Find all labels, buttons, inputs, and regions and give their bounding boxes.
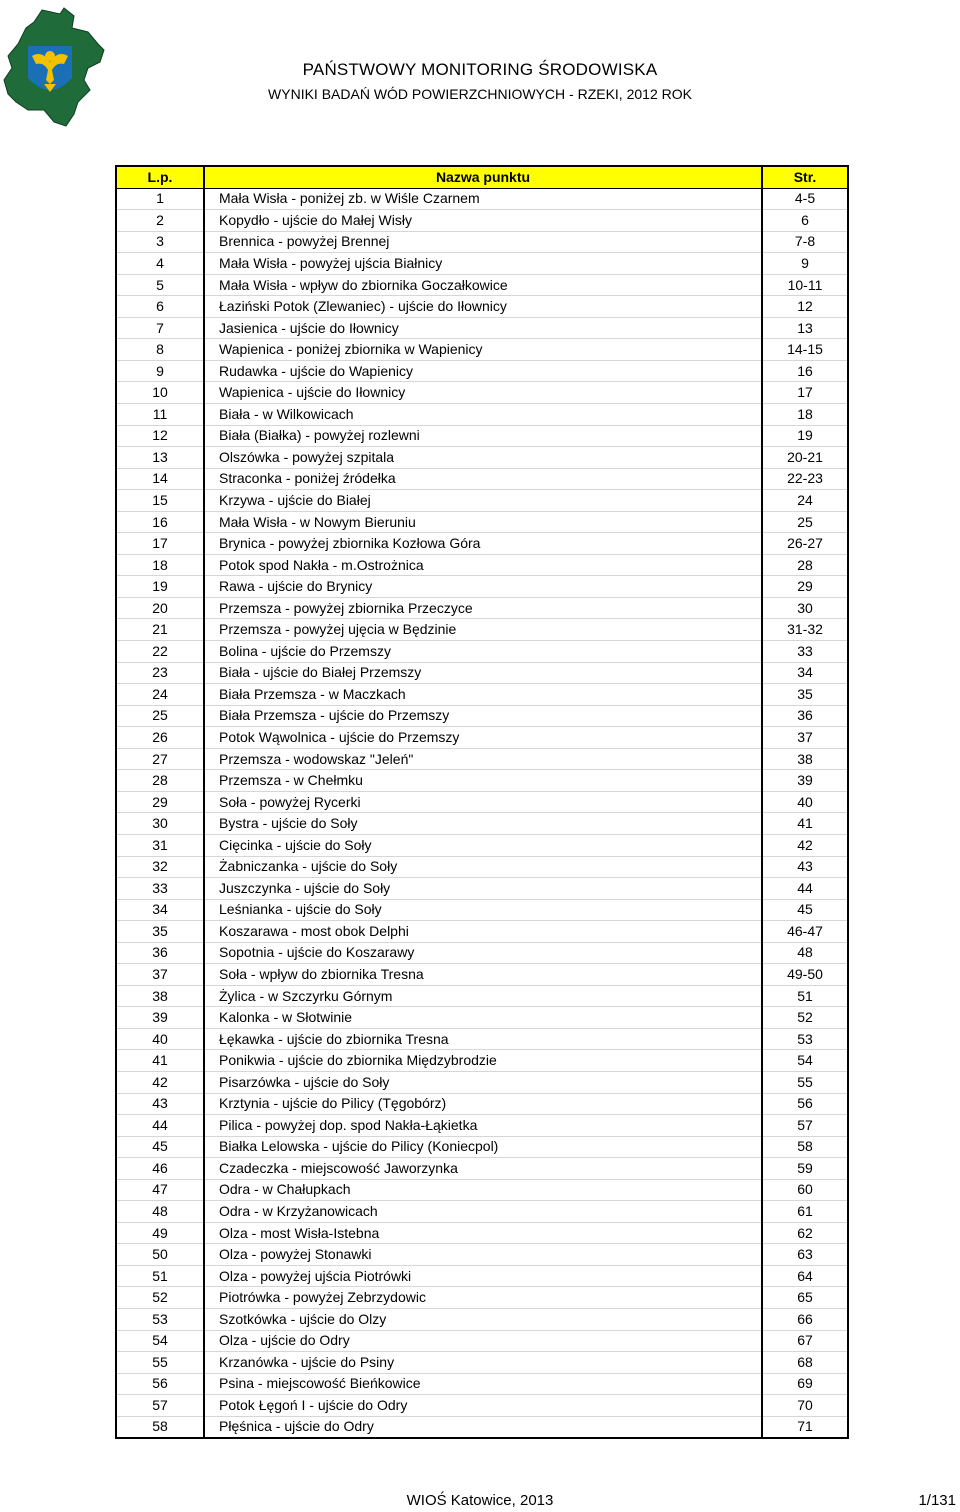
row-number: 45 <box>116 1136 204 1158</box>
table-row <box>116 770 848 792</box>
point-name: Biała - ujście do Białej Przemszy <box>204 662 762 684</box>
table-row <box>116 339 848 361</box>
point-name: Krzywa - ujście do Białej <box>204 490 762 512</box>
point-name: Potok spod Nakła - m.Ostrożnica <box>204 554 762 576</box>
page-ref: 43 <box>762 856 848 878</box>
point-name: Przemsza - powyżej ujęcia w Będzinie <box>204 619 762 641</box>
row-number: 4 <box>116 253 204 275</box>
page-ref: 25 <box>762 511 848 533</box>
row-number: 17 <box>116 533 204 555</box>
row-number: 47 <box>116 1179 204 1201</box>
row-number: 15 <box>116 490 204 512</box>
table-row <box>116 1050 848 1072</box>
point-name: Mała Wisła - powyżej ujścia Białnicy <box>204 253 762 275</box>
row-number: 43 <box>116 1093 204 1115</box>
row-number: 26 <box>116 727 204 749</box>
page-ref: 60 <box>762 1179 848 1201</box>
point-name: Cięcinka - ujście do Soły <box>204 834 762 856</box>
row-number: 56 <box>116 1373 204 1395</box>
row-number: 31 <box>116 834 204 856</box>
row-number: 11 <box>116 404 204 426</box>
row-number: 46 <box>116 1158 204 1180</box>
table-row <box>116 296 848 318</box>
point-name: Łękawka - ujście do zbiornika Tresna <box>204 1028 762 1050</box>
page-ref: 26-27 <box>762 533 848 555</box>
row-number: 41 <box>116 1050 204 1072</box>
table-row <box>116 1352 848 1374</box>
point-name: Rawa - ujście do Brynicy <box>204 576 762 598</box>
page-ref: 52 <box>762 1007 848 1029</box>
point-name: Biała (Białka) - powyżej rozlewni <box>204 425 762 447</box>
table-row <box>116 942 848 964</box>
page-ref: 41 <box>762 813 848 835</box>
point-name: Potok Wąwolnica - ujście do Przemszy <box>204 727 762 749</box>
table-row <box>116 1244 848 1266</box>
page-ref: 38 <box>762 748 848 770</box>
table-row <box>116 274 848 296</box>
page-ref: 53 <box>762 1028 848 1050</box>
page-ref: 70 <box>762 1395 848 1417</box>
row-number: 3 <box>116 231 204 253</box>
point-name: Mała Wisła - poniżej zb. w Wiśle Czarnem <box>204 188 762 210</box>
point-name: Białka Lelowska - ujście do Pilicy (Koniecpol) <box>204 1136 762 1158</box>
table-row <box>116 1028 848 1050</box>
page-ref: 48 <box>762 942 848 964</box>
page-ref: 13 <box>762 317 848 339</box>
table-row <box>116 985 848 1007</box>
table-row <box>116 1158 848 1180</box>
table-body <box>116 188 848 1438</box>
table-row <box>116 899 848 921</box>
column-header-lp: L.p. <box>116 166 204 188</box>
row-number: 37 <box>116 964 204 986</box>
table-row <box>116 1071 848 1093</box>
table-row <box>116 1179 848 1201</box>
point-name: Biała Przemsza - ujście do Przemszy <box>204 705 762 727</box>
page-ref: 69 <box>762 1373 848 1395</box>
table-row <box>116 1308 848 1330</box>
table-row <box>116 856 848 878</box>
row-number: 5 <box>116 274 204 296</box>
page-ref: 28 <box>762 554 848 576</box>
page-ref: 68 <box>762 1352 848 1374</box>
table-row <box>116 210 848 232</box>
point-name: Żabniczanka - ujście do Soły <box>204 856 762 878</box>
page-ref: 51 <box>762 985 848 1007</box>
row-number: 2 <box>116 210 204 232</box>
page-ref: 17 <box>762 382 848 404</box>
point-name: Kopydło - ujście do Małej Wisły <box>204 210 762 232</box>
page-ref: 54 <box>762 1050 848 1072</box>
table-row <box>116 447 848 469</box>
table-header-row <box>116 166 848 188</box>
table-row <box>116 188 848 210</box>
point-name: Sopotnia - ujście do Koszarawy <box>204 942 762 964</box>
page-ref: 42 <box>762 834 848 856</box>
point-name: Jasienica - ujście do Iłownicy <box>204 317 762 339</box>
point-name: Odra - w Chałupkach <box>204 1179 762 1201</box>
point-name: Soła - wpływ do zbiornika Tresna <box>204 964 762 986</box>
point-name: Juszczynka - ujście do Soły <box>204 878 762 900</box>
page-ref: 34 <box>762 662 848 684</box>
row-number: 6 <box>116 296 204 318</box>
table-row <box>116 791 848 813</box>
page-ref: 20-21 <box>762 447 848 469</box>
point-name: Żylica - w Szczyrku Górnym <box>204 985 762 1007</box>
point-name: Piotrówka - powyżej Zebrzydowic <box>204 1287 762 1309</box>
page-ref: 55 <box>762 1071 848 1093</box>
table-row <box>116 253 848 275</box>
row-number: 20 <box>116 597 204 619</box>
page-ref: 64 <box>762 1265 848 1287</box>
row-number: 25 <box>116 705 204 727</box>
table-row <box>116 964 848 986</box>
row-number: 34 <box>116 899 204 921</box>
table-row <box>116 619 848 641</box>
table-row <box>116 511 848 533</box>
row-number: 23 <box>116 662 204 684</box>
row-number: 33 <box>116 878 204 900</box>
point-name: Olszówka - powyżej szpitala <box>204 447 762 469</box>
table-row <box>116 1136 848 1158</box>
table-row <box>116 684 848 706</box>
table-row <box>116 317 848 339</box>
page-ref: 6 <box>762 210 848 232</box>
table-row <box>116 748 848 770</box>
point-name: Odra - w Krzyżanowicach <box>204 1201 762 1223</box>
page-ref: 10-11 <box>762 274 848 296</box>
row-number: 29 <box>116 791 204 813</box>
point-name: Rudawka - ujście do Wapienicy <box>204 360 762 382</box>
row-number: 7 <box>116 317 204 339</box>
table-row <box>116 1265 848 1287</box>
row-number: 58 <box>116 1416 204 1438</box>
page-ref: 19 <box>762 425 848 447</box>
page-ref: 65 <box>762 1287 848 1309</box>
point-name: Szotkówka - ujście do Olzy <box>204 1308 762 1330</box>
page-ref: 62 <box>762 1222 848 1244</box>
row-number: 55 <box>116 1352 204 1374</box>
page-ref: 12 <box>762 296 848 318</box>
point-name: Wapienica - poniżej zbiornika w Wapienicy <box>204 339 762 361</box>
point-name: Brynica - powyżej zbiornika Kozłowa Góra <box>204 533 762 555</box>
table-row <box>116 878 848 900</box>
table-row <box>116 1395 848 1417</box>
table-row <box>116 576 848 598</box>
point-name: Wapienica - ujście do Iłownicy <box>204 382 762 404</box>
row-number: 12 <box>116 425 204 447</box>
row-number: 22 <box>116 641 204 663</box>
page-ref: 7-8 <box>762 231 848 253</box>
table-row <box>116 1093 848 1115</box>
page-ref: 66 <box>762 1308 848 1330</box>
table-row <box>116 1115 848 1137</box>
page-ref: 56 <box>762 1093 848 1115</box>
row-number: 1 <box>116 188 204 210</box>
point-name: Łaziński Potok (Zlewaniec) - ujście do Iłownicy <box>204 296 762 318</box>
footer-organization: WIOŚ Katowice, 2013 <box>406 1492 554 1509</box>
row-number: 28 <box>116 770 204 792</box>
row-number: 50 <box>116 1244 204 1266</box>
row-number: 42 <box>116 1071 204 1093</box>
column-header-name: Nazwa punktu <box>204 166 762 188</box>
table-row <box>116 404 848 426</box>
row-number: 8 <box>116 339 204 361</box>
row-number: 13 <box>116 447 204 469</box>
point-name: Kalonka - w Słotwinie <box>204 1007 762 1029</box>
page-number: 1/131 <box>918 1492 956 1509</box>
page-ref: 71 <box>762 1416 848 1438</box>
page-ref: 4-5 <box>762 188 848 210</box>
table-row <box>116 425 848 447</box>
point-name: Psina - miejscowość Bieńkowice <box>204 1373 762 1395</box>
table-row <box>116 360 848 382</box>
point-name: Krztynia - ujście do Pilicy (Tęgobórz) <box>204 1093 762 1115</box>
page-ref: 58 <box>762 1136 848 1158</box>
row-number: 54 <box>116 1330 204 1352</box>
contents-table <box>115 165 849 1439</box>
point-name: Potok Łęgoń I - ujście do Odry <box>204 1395 762 1417</box>
table-row <box>116 231 848 253</box>
page-title: PAŃSTWOWY MONITORING ŚRODOWISKA <box>302 60 658 79</box>
table-row <box>116 727 848 749</box>
row-number: 18 <box>116 554 204 576</box>
row-number: 39 <box>116 1007 204 1029</box>
table-row <box>116 1373 848 1395</box>
row-number: 44 <box>116 1115 204 1137</box>
table-row <box>116 554 848 576</box>
page-ref: 35 <box>762 684 848 706</box>
row-number: 21 <box>116 619 204 641</box>
point-name: Płęśnica - ujście do Odry <box>204 1416 762 1438</box>
page-ref: 39 <box>762 770 848 792</box>
point-name: Brennica - powyżej Brennej <box>204 231 762 253</box>
row-number: 27 <box>116 748 204 770</box>
page-ref: 57 <box>762 1115 848 1137</box>
row-number: 52 <box>116 1287 204 1309</box>
page-subtitle: WYNIKI BADAŃ WÓD POWIERZCHNIOWYCH - RZEKI, 2012 ROK <box>268 86 692 102</box>
table-row <box>116 1007 848 1029</box>
row-number: 32 <box>116 856 204 878</box>
point-name: Przemsza - powyżej zbiornika Przeczyce <box>204 597 762 619</box>
row-number: 10 <box>116 382 204 404</box>
table-row <box>116 1222 848 1244</box>
table-row <box>116 1201 848 1223</box>
point-name: Pisarzówka - ujście do Soły <box>204 1071 762 1093</box>
table-row <box>116 382 848 404</box>
page-ref: 37 <box>762 727 848 749</box>
point-name: Biała - w Wilkowicach <box>204 404 762 426</box>
page-ref: 45 <box>762 899 848 921</box>
page-ref: 40 <box>762 791 848 813</box>
row-number: 40 <box>116 1028 204 1050</box>
row-number: 14 <box>116 468 204 490</box>
point-name: Straconka - poniżej źródełka <box>204 468 762 490</box>
table-row <box>116 662 848 684</box>
point-name: Olza - powyżej Stonawki <box>204 1244 762 1266</box>
table-row <box>116 834 848 856</box>
page-ref: 30 <box>762 597 848 619</box>
page-ref: 44 <box>762 878 848 900</box>
page-ref: 46-47 <box>762 921 848 943</box>
point-name: Leśnianka - ujście do Soły <box>204 899 762 921</box>
point-name: Ponikwia - ujście do zbiornika Międzybrodzie <box>204 1050 762 1072</box>
row-number: 35 <box>116 921 204 943</box>
row-number: 49 <box>116 1222 204 1244</box>
row-number: 53 <box>116 1308 204 1330</box>
page-ref: 14-15 <box>762 339 848 361</box>
row-number: 19 <box>116 576 204 598</box>
point-name: Mała Wisła - w Nowym Bieruniu <box>204 511 762 533</box>
page-ref: 24 <box>762 490 848 512</box>
row-number: 48 <box>116 1201 204 1223</box>
point-name: Pilica - powyżej dop. spod Nakła-Łąkietka <box>204 1115 762 1137</box>
point-name: Przemsza - wodowskaz "Jeleń" <box>204 748 762 770</box>
table-row <box>116 468 848 490</box>
page-ref: 61 <box>762 1201 848 1223</box>
page-ref: 16 <box>762 360 848 382</box>
row-number: 9 <box>116 360 204 382</box>
page-ref: 36 <box>762 705 848 727</box>
page-ref: 33 <box>762 641 848 663</box>
page-ref: 49-50 <box>762 964 848 986</box>
row-number: 24 <box>116 684 204 706</box>
page-ref: 9 <box>762 253 848 275</box>
table-row <box>116 813 848 835</box>
point-name: Przemsza - w Chełmku <box>204 770 762 792</box>
point-name: Czadeczka - miejscowość Jaworzynka <box>204 1158 762 1180</box>
page-ref: 18 <box>762 404 848 426</box>
page-ref: 29 <box>762 576 848 598</box>
page-ref: 59 <box>762 1158 848 1180</box>
point-name: Olza - ujście do Odry <box>204 1330 762 1352</box>
row-number: 38 <box>116 985 204 1007</box>
row-number: 16 <box>116 511 204 533</box>
page-ref: 67 <box>762 1330 848 1352</box>
point-name: Mała Wisła - wpływ do zbiornika Goczałkowice <box>204 274 762 296</box>
page-ref: 63 <box>762 1244 848 1266</box>
table-row <box>116 641 848 663</box>
point-name: Olza - powyżej ujścia Piotrówki <box>204 1265 762 1287</box>
point-name: Bystra - ujście do Soły <box>204 813 762 835</box>
table-row <box>116 533 848 555</box>
point-name: Koszarawa - most obok Delphi <box>204 921 762 943</box>
row-number: 51 <box>116 1265 204 1287</box>
point-name: Biała Przemsza - w Maczkach <box>204 684 762 706</box>
table-row <box>116 705 848 727</box>
table-row <box>116 921 848 943</box>
table-row <box>116 1416 848 1438</box>
table-row <box>116 1330 848 1352</box>
table-row <box>116 490 848 512</box>
page-ref: 31-32 <box>762 619 848 641</box>
point-name: Krzanówka - ujście do Psiny <box>204 1352 762 1374</box>
table-row <box>116 597 848 619</box>
row-number: 36 <box>116 942 204 964</box>
column-header-page: Str. <box>762 166 848 188</box>
point-name: Soła - powyżej Rycerki <box>204 791 762 813</box>
row-number: 30 <box>116 813 204 835</box>
table-row <box>116 1287 848 1309</box>
row-number: 57 <box>116 1395 204 1417</box>
point-name: Olza - most Wisła-Istebna <box>204 1222 762 1244</box>
page-ref: 22-23 <box>762 468 848 490</box>
point-name: Bolina - ujście do Przemszy <box>204 641 762 663</box>
